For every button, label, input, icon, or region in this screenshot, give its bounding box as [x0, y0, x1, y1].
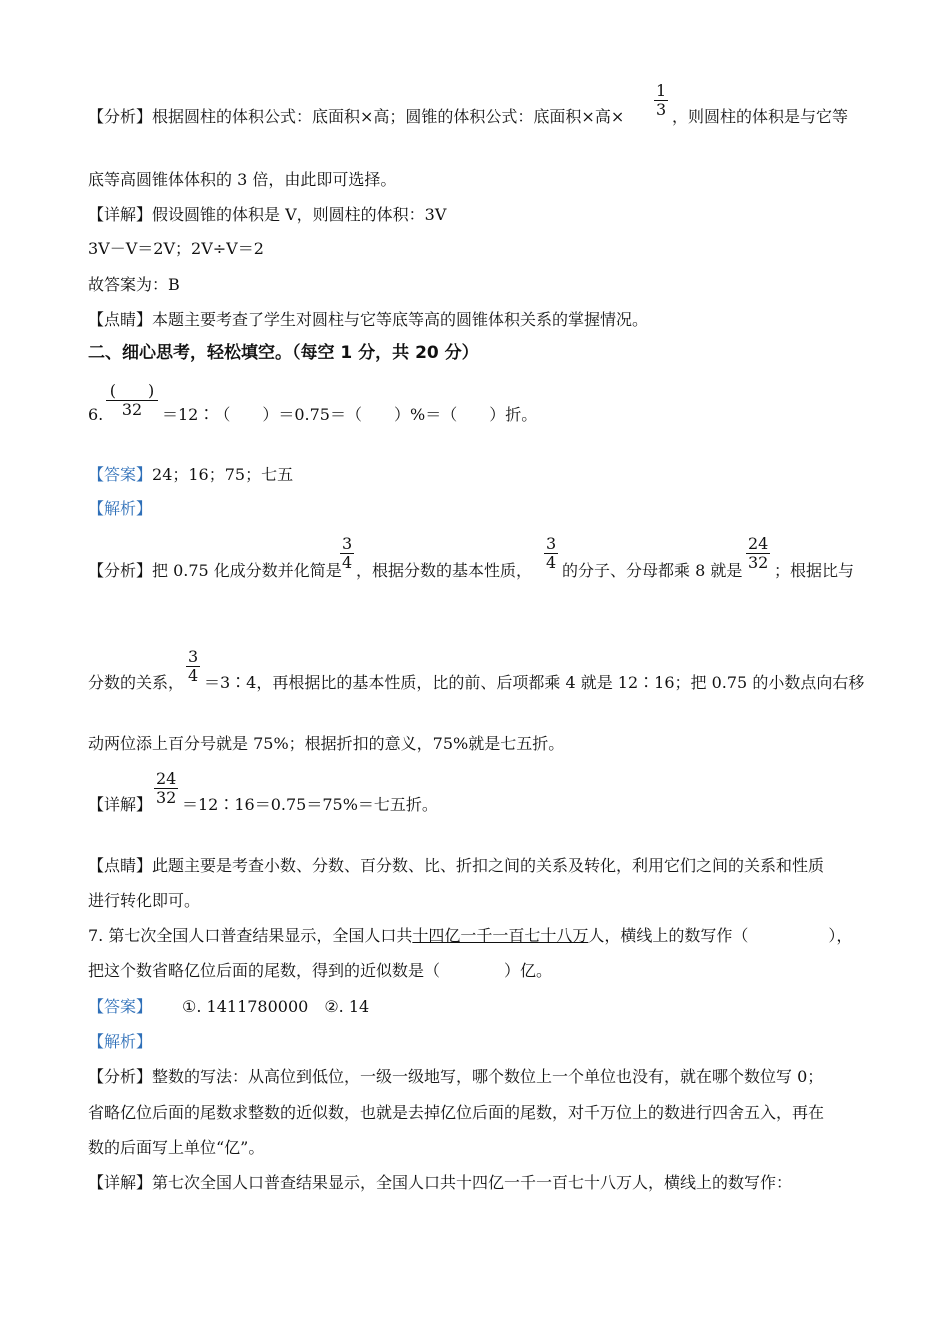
q6-analysis3: 动两位添上百分号就是 75%；根据折扣的意义，75%就是七五折。 [88, 734, 565, 753]
q5-analysis-line1a: 【分析】根据圆柱的体积公式：底面积×高；圆锥的体积公式：底面积×高× [88, 107, 625, 126]
fraction-denominator: 4 [188, 666, 199, 685]
fraction-3-4-a [340, 535, 354, 572]
q7-jiexi-label: 【解析】 [88, 1032, 153, 1051]
q6-detail-label: 【详解】 [88, 795, 153, 814]
fraction-numerator: 24 [156, 769, 177, 788]
answer-value: 24；16；75；七五 [152, 465, 294, 484]
q7-detail: 【详解】第七次全国人口普查结果显示，全国人口共十四亿一千一百七十八万人，横线上的数写作： [88, 1173, 793, 1192]
q5-comment: 【点睛】本题主要考查了学生对圆柱与它等底等高的圆锥体积关系的掌握情况。 [88, 310, 649, 329]
fraction-24-32-b [154, 770, 178, 807]
q7-stem-part2: 人，横线上的数写作（ ）， [588, 926, 853, 945]
q6-analysis2-p1: 分数的关系， [88, 673, 185, 692]
fraction-denominator: 4 [546, 553, 557, 572]
q6-analysis2-p2: ＝3∶4，再根据比的基本性质，比的前、后项都乘 4 就是 12∶16；把 0.75 的小数点向右移 [204, 673, 865, 692]
q6-comment-line1: 【点睛】此题主要是考查小数、分数、百分数、比、折扣之间的关系及转化，利用它们之间的关系和性质 [88, 856, 825, 875]
q7-analysis-line3: 数的后面写上单位“亿”。 [88, 1138, 265, 1157]
q7-stem-line2: 把这个数省略亿位后面的尾数，得到的近似数是（ ）亿。 [88, 961, 553, 980]
q6-stem: ＝12∶（ ）＝0.75＝（ ）%＝（ ）折。 [162, 405, 538, 424]
q6-detail-rest: ＝12∶16＝0.75＝75%＝七五折。 [182, 795, 438, 814]
q7-underlined-number: 十四亿一千一百七十八万 [412, 926, 589, 945]
fraction-denominator: 32 [121, 400, 143, 419]
fraction-denominator: 3 [656, 100, 667, 119]
q7-analysis-line1: 【分析】整数的写法：从高位到低位，一级一级地写，哪个数位上一个单位也没有，就在哪个数位写 0； [88, 1067, 824, 1086]
answer-label: 【答案】 [88, 465, 153, 484]
q7-stem-line1 [88, 925, 852, 947]
fraction-blank-over-32 [106, 382, 158, 419]
fraction-numerator: 3 [188, 647, 199, 666]
q6-comment-line2: 进行转化即可。 [88, 891, 201, 910]
q5-detail-line2: 3V－V＝2V；2V÷V＝2 [88, 239, 264, 258]
answer-label: 【答案】 [88, 997, 153, 1016]
q5-analysis-line1b: ，则圆柱的体积是与它等 [672, 107, 849, 126]
q6-number: 6. [88, 405, 104, 424]
fraction-numerator: 1 [656, 81, 667, 100]
q5-analysis-line2: 底等高圆锥体体积的 3 倍，由此即可选择。 [88, 170, 397, 189]
q6-answer-line [88, 464, 293, 486]
fraction-24-32-a [746, 535, 770, 572]
fraction-3-4-c [186, 648, 200, 685]
q5-answer-line: 故答案为：B [88, 275, 180, 294]
q6-analysis-p3: 的分子、分母都乘 8 就是 [562, 561, 743, 580]
answer-value: ①. 1411780000 ②. 14 [182, 997, 370, 1016]
fraction-denominator: 32 [156, 788, 177, 807]
section-2-title: 二、细心思考，轻松填空。（每空 1 分，共 20 分） [88, 343, 479, 363]
q5-detail-line1: 【详解】假设圆锥的体积是 V，则圆柱的体积：3V [88, 205, 447, 224]
fraction-numerator: ( ) [109, 381, 155, 400]
fraction-one-third [654, 82, 668, 119]
q6-jiexi-label: 【解析】 [88, 499, 153, 518]
fraction-numerator: 24 [748, 534, 769, 553]
q7-analysis-line2: 省略亿位后面的尾数求整数的近似数，也就是去掉亿位后面的尾数，对千万位上的数进行四舍五入，再在 [88, 1103, 825, 1122]
fraction-numerator: 3 [342, 534, 353, 553]
q6-analysis-p4: ；根据比与 [774, 561, 855, 580]
q6-analysis-p2: ，根据分数的基本性质， [356, 561, 533, 580]
fraction-numerator: 3 [546, 534, 557, 553]
q7-stem-part1: 7. 第七次全国人口普查结果显示，全国人口共 [88, 926, 413, 945]
q7-answer-line [88, 996, 369, 1018]
fraction-denominator: 4 [342, 553, 353, 572]
fraction-3-4-b [544, 535, 558, 572]
q6-analysis-p1: 【分析】把 0.75 化成分数并化简是 [88, 561, 342, 580]
fraction-denominator: 32 [748, 553, 769, 572]
